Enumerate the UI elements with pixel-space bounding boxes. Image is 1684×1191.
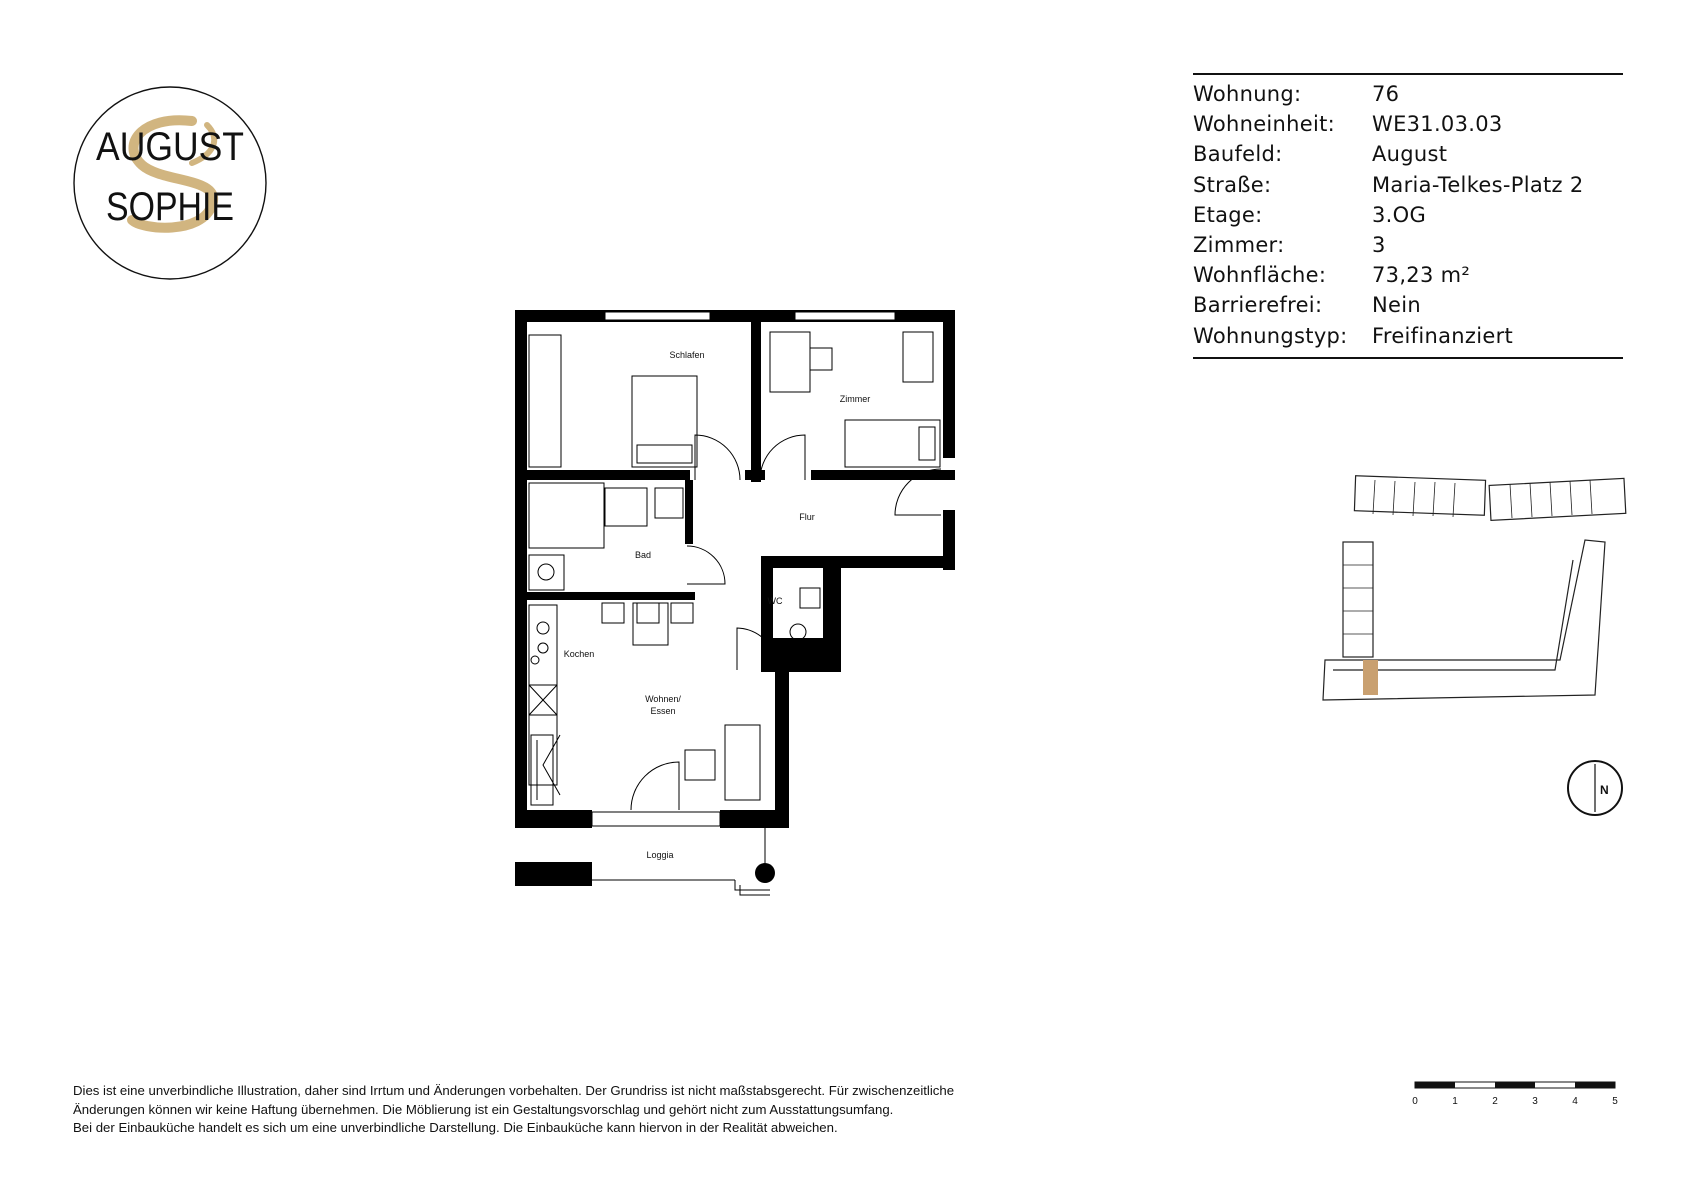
info-row	[1193, 79, 1623, 109]
info-label: Barrierefrei:	[1193, 293, 1323, 318]
info-label: Zimmer:	[1193, 233, 1285, 258]
scale-tick-label: 5	[1612, 1096, 1618, 1107]
scale-bar	[1413, 1080, 1623, 1116]
disclaimer-line: Bei der Einbauküche handelt es sich um eine unverbindliche Darstellung. Die Einbauküche kann hiervon in der Realität abweichen.	[73, 1120, 838, 1135]
info-label: Wohneinheit:	[1193, 112, 1336, 137]
info-row	[1193, 170, 1623, 200]
info-value: Maria-Telkes-Platz 2	[1372, 172, 1584, 197]
info-label: Wohnung:	[1193, 82, 1302, 106]
scale-tick-label: 0	[1412, 1096, 1418, 1107]
info-row	[1193, 290, 1623, 320]
info-value: 76	[1372, 82, 1400, 106]
scale-tick-label: 1	[1452, 1096, 1458, 1107]
disclaimer-line: Dies ist eine unverbindliche Illustration, daher sind Irrtum und Änderungen vorbehalten. Der Grundriss ist nicht maßstabsgerecht. Für zwischenzeitliche	[73, 1083, 955, 1098]
info-row	[1193, 200, 1623, 230]
site-plan	[1305, 470, 1645, 730]
column-icon	[755, 863, 775, 883]
august-sophie-logo	[72, 85, 268, 281]
room-label-flur: Flur	[799, 512, 815, 522]
disclaimer-line: Änderungen können wir keine Haftung übernehmen. Die Möblierung ist ein Gestaltungsvorschlag und gehört nicht zum Ausstattungsumfang.	[73, 1101, 894, 1117]
info-value: 3.OG	[1372, 202, 1427, 227]
scale-tick-label: 4	[1572, 1096, 1578, 1107]
room-label-kochen: Kochen	[563, 649, 595, 659]
disclaimer	[73, 1082, 1173, 1138]
info-row	[1193, 230, 1623, 260]
room-label-wohnen: Wohnen/	[645, 694, 681, 704]
scale-tick-label: 2	[1492, 1096, 1498, 1107]
compass-icon	[1565, 758, 1625, 818]
room-label-schlafen: Schlafen	[669, 350, 705, 360]
info-value: August	[1372, 142, 1448, 167]
room-label-bad: Bad	[634, 550, 652, 560]
info-label: Straße:	[1193, 172, 1272, 197]
info-row	[1193, 321, 1623, 351]
unit-highlight	[1363, 660, 1378, 695]
logo-text-sophie: SOPHIE	[106, 185, 234, 229]
info-label: Wohnungstyp:	[1193, 323, 1348, 348]
logo-text-august: AUGUST	[96, 125, 244, 169]
info-value: Freifinanziert	[1372, 323, 1514, 348]
room-label-essen: Essen	[650, 706, 676, 716]
room-label-wc: WC	[767, 596, 783, 606]
floor-plan	[515, 310, 965, 900]
info-value: Nein	[1372, 293, 1421, 318]
windows	[592, 312, 895, 826]
info-label: Wohnfläche:	[1193, 263, 1327, 288]
furniture	[529, 332, 940, 805]
info-row	[1193, 139, 1623, 169]
unit-info-table	[1193, 73, 1623, 359]
room-label-zimmer: Zimmer	[839, 394, 871, 404]
compass-letter: N	[1600, 783, 1609, 797]
info-value: 3	[1372, 233, 1386, 258]
info-label: Etage:	[1193, 202, 1263, 227]
loggia-rail	[592, 880, 770, 895]
info-row	[1193, 109, 1623, 139]
info-row	[1193, 260, 1623, 290]
info-value: WE31.03.03	[1372, 112, 1503, 137]
info-value: 73,23 m²	[1372, 263, 1471, 288]
info-label: Baufeld:	[1193, 142, 1283, 167]
room-label-loggia: Loggia	[646, 850, 674, 860]
scale-tick-label: 3	[1532, 1096, 1538, 1107]
